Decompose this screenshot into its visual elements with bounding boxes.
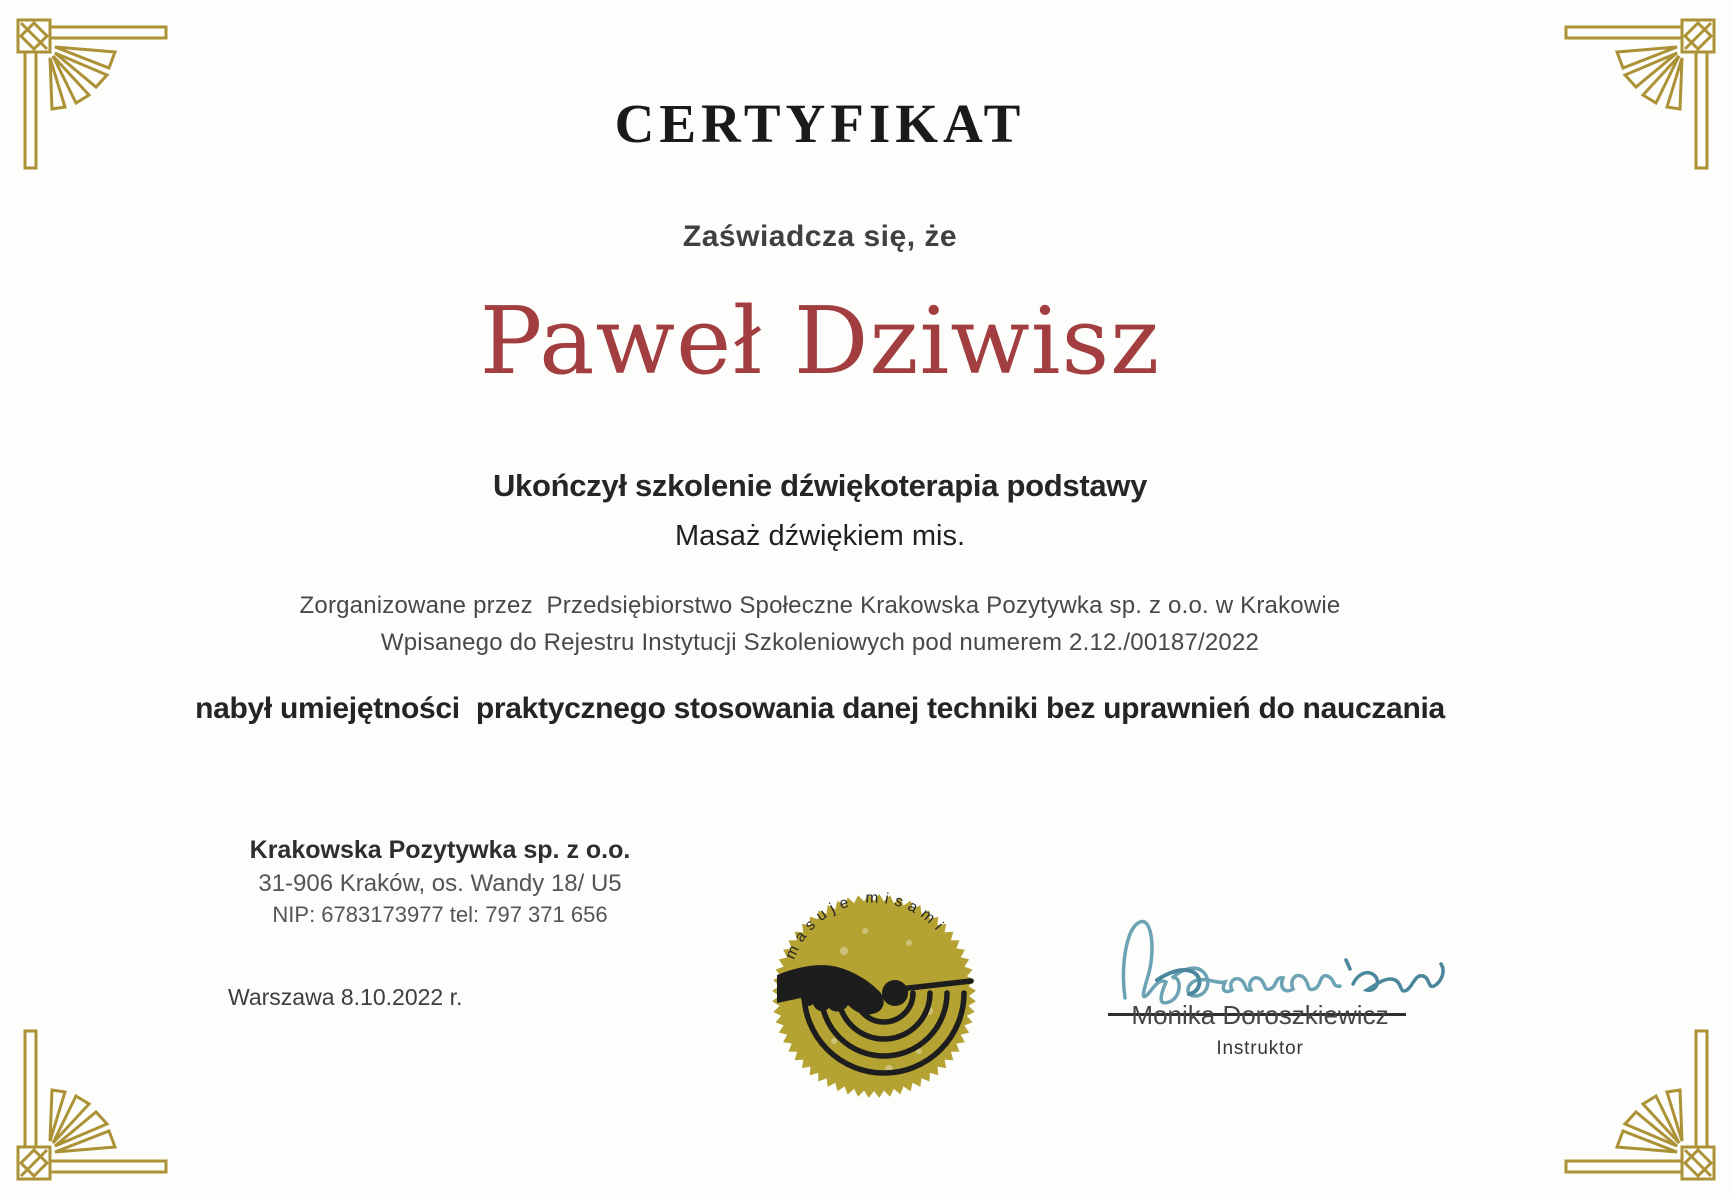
hand-with-mallet-over-sound-waves-seal-icon <box>769 891 979 1101</box>
issuer-block <box>220 834 660 931</box>
handwritten-signature <box>1095 912 1455 1012</box>
date-place: Warszawa 8.10.2022 r. <box>228 984 463 1010</box>
seal-text: masuje misami <box>781 891 951 962</box>
corner-ornament-bottom-left-icon <box>8 1019 178 1189</box>
course-subtitle-line: Masaż dźwiękiem mis. <box>674 520 966 552</box>
certificate-title: CERTYFIKAT <box>614 93 1026 154</box>
organizer-line-2: Wpisanego do Rejestru Instytucji Szkoleniowych pod numerem 2.12./00187/2022 <box>380 629 1260 656</box>
issuer-address: 31-906 Kraków, os. Wandy 18/ U5 <box>258 869 622 897</box>
signer-role: Instruktor <box>1216 1038 1304 1059</box>
course-title-line: Ukończył szkolenie dźwiękoterapia podstawy <box>492 468 1148 503</box>
signer-name: Monika Doroszkiewicz <box>1131 1000 1389 1030</box>
qualification-statement: nabył umiejętności praktycznego stosowania danej techniki bez uprawnień do nauczania <box>195 692 1445 725</box>
certificate-intro-text: Zaświadcza się, że <box>682 220 958 253</box>
issuer-contact: NIP: 6783173977 tel: 797 371 656 <box>272 902 608 928</box>
organizer-line-1: Zorganizowane przez Przedsiębiorstwo Społeczne Krakowska Pozytywka sp. z o.o. w Krakowie <box>299 592 1341 619</box>
corner-ornament-bottom-right-icon <box>1554 1019 1724 1189</box>
recipient-name: Paweł Dziwisz <box>479 287 1161 395</box>
issuer-name: Krakowska Pozytywka sp. z o.o. <box>249 836 631 864</box>
